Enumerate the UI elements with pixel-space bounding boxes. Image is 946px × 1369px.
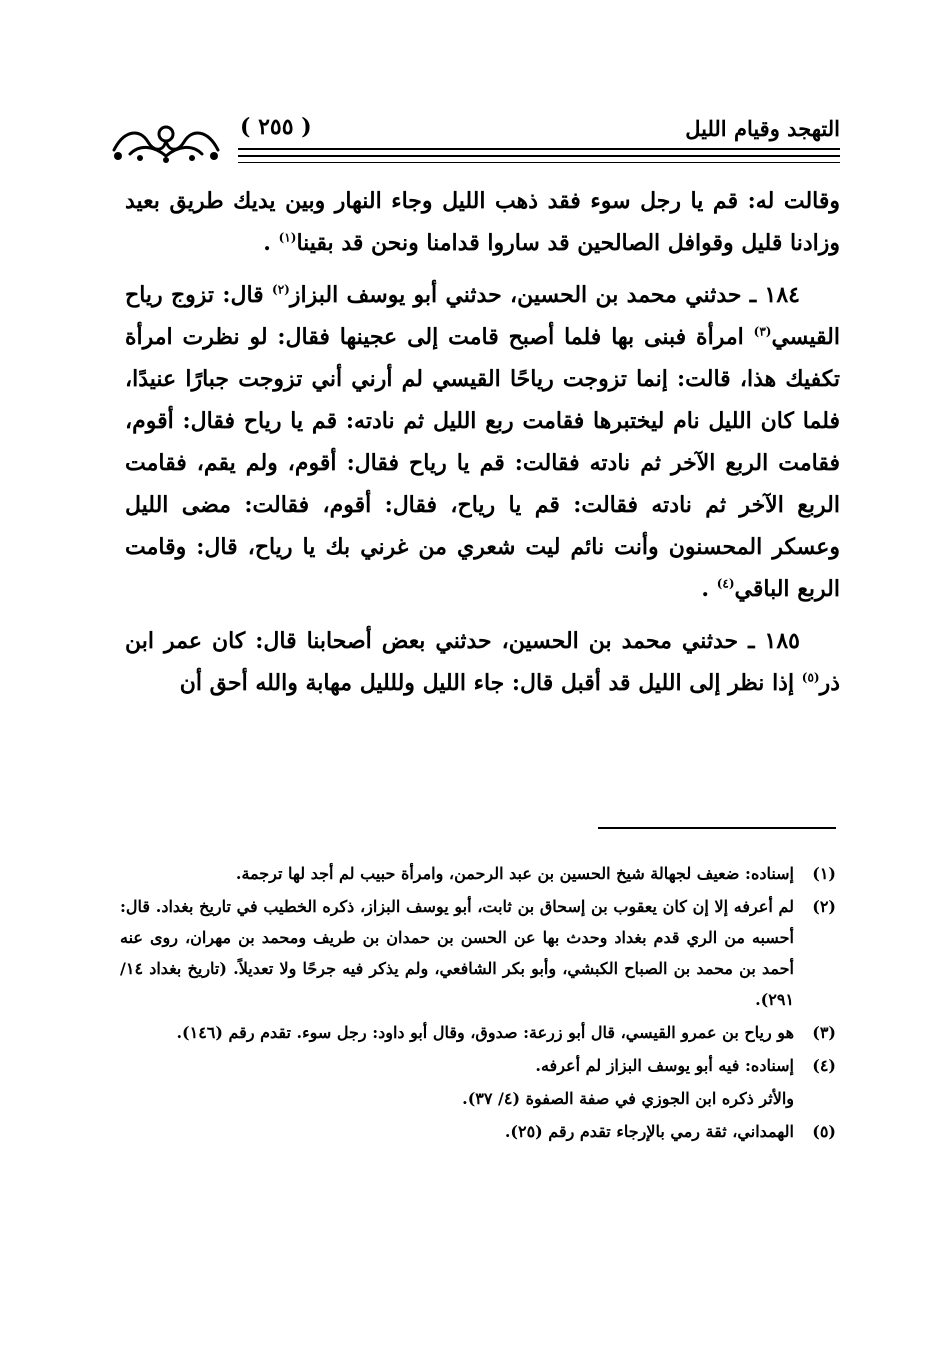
ornament-icon [110, 120, 222, 166]
footnote-mark: (٣) [812, 1023, 836, 1042]
header-rule [238, 162, 840, 163]
footnote: (٤) إسناده: فيه أبو يوسف البزاز لم أعرفه. [120, 1050, 836, 1081]
footnote: (٣) هو رياح بن عمرو القيسي، قال أبو زرعة: صدوق، وقال أبو داود: رجل سوء. تقدم رقم (١٤٦). [120, 1017, 836, 1048]
footnote: (١) إسناده: ضعيف لجهالة شيخ الحسين بن عبد الرحمن، وامرأة حبيب لم أجد لها ترجمة. [120, 858, 836, 889]
header-rule [238, 148, 840, 150]
main-text [125, 180, 840, 714]
footnote-separator [598, 827, 836, 829]
footnote-mark: (٥) [812, 1122, 836, 1141]
footnote-ref[interactable]: (٣) [753, 324, 772, 339]
header-rule [238, 155, 840, 157]
paragraph-184: ١٨٤ ـ حدثني محمد بن الحسين، حدثني أبو يوسف البزاز$^{(٢)}$ قال: تزوج رياح القيسي$^{(٣)}$ امرأة فبنى بها فلما أصبح قامت إلى عجينها فقال: لو نظرت امرأة تكفيك هذا، قالت: إنما تزوجت رياحًا القيسي لم أرني أني تزوجت جبارًا عنيدًا، فلما كان الليل نام ليختبرها فقامت ربع الليل ثم نادته: قم يا رياح فقال: أقوم، فقامت الربع الآخر ثم نادته فقالت: قم يا رياح فقال: أقوم، ولم يقم، فقامت الربع الآخر ثم نادته فقالت: قم يا رياح، فقال: أقوم، فقالت: مضى الليل وعسكر المحسنون وأنت نائم ليت شعري من غرني بك يا رياح، قال: وقامت الربع الباقي$^{(٤)}$ . [125, 282, 840, 602]
footnote: (٥) الهمداني، ثقة رمي بالإرجاء تقدم رقم (٢٥). [120, 1116, 836, 1147]
footnote-ref[interactable]: (٤) [716, 576, 735, 591]
footnote-mark: (٤) [812, 1056, 836, 1075]
paragraph: وقالت له: قم يا رجل سوء فقد ذهب الليل وجاء النهار وبين يديك طريق بعيد وزادنا قليل وقوافل الصالحين قد ساروا قدامنا ونحن قد بقينا$^{(١)}$ . [125, 188, 840, 256]
footnote-ref[interactable]: (١) [278, 230, 297, 245]
footnote-mark: (٢) [812, 897, 836, 916]
footnote-ref[interactable]: (٢) [272, 282, 290, 297]
page-number: ( ٢٥٥ ) [240, 114, 312, 140]
running-title: التهجد وقيام الليل [685, 116, 840, 141]
footnotes [120, 858, 836, 1149]
footnote-ref[interactable]: (٥) [801, 670, 820, 685]
footnote: (٢) لم أعرفه إلا إن كان يعقوب بن إسحاق بن ثابت، أبو يوسف البزاز، ذكره الخطيب في تاريخ بغداد. قال: أحسبه من الري قدم بغداد وحدث بها عن الحسن بن حمدان بن طريف ومحمد بن مهران، روى عنه أحمد بن محمد بن الصباح الكبشي، وأبو بكر الشافعي، ولم يذكر فيه جرحًا ولا تعديلاً. (تاريخ بغداد ١٤/ ٢٩١). [120, 891, 836, 1015]
footnote-continuation: والأثر ذكره ابن الجوزي في صفة الصفوة (٤/ ٣٧). [462, 1089, 794, 1108]
paragraph-185: ١٨٥ ـ حدثني محمد بن الحسين، حدثني بعض أصحابنا قال: كان عمر ابن ذر$^{(٥)}$ إذا نظر إلى الليل قد أقبل قال: جاء الليل وللليل مهابة والله أحق أن [125, 628, 840, 696]
page-header [110, 110, 840, 166]
footnote-mark: (١) [812, 864, 836, 883]
